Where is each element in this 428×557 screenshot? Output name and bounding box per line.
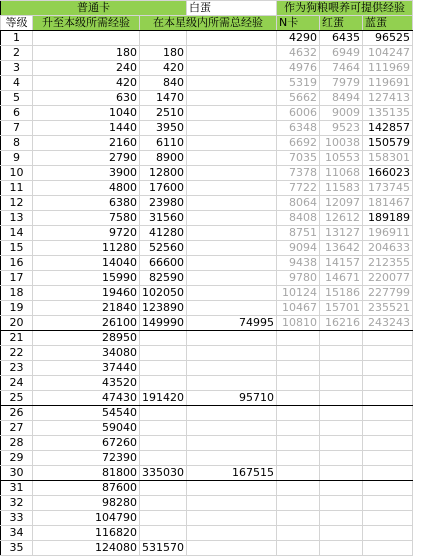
col-upgrade-header[interactable]: 升至本级所需经验: [33, 16, 140, 31]
blue-egg-cell[interactable]: 142857: [363, 121, 413, 136]
total-star-exp-cell[interactable]: 2510: [140, 106, 187, 121]
red-egg-cell[interactable]: 15701: [320, 301, 363, 316]
level-cell[interactable]: 13: [1, 211, 33, 226]
table-row: [1, 196, 413, 211]
level-cell[interactable]: 20: [1, 316, 33, 331]
level-cell[interactable]: 2: [1, 46, 33, 61]
blue-egg-cell[interactable]: 227799: [363, 286, 413, 301]
table-row: [1, 301, 413, 316]
upgrade-exp-cell[interactable]: 59040: [33, 421, 140, 436]
red-egg-cell[interactable]: 12612: [320, 211, 363, 226]
n-card-cell[interactable]: [277, 451, 320, 466]
col-total-star-header[interactable]: 在本星级内所需总经验: [140, 16, 277, 31]
upgrade-exp-cell[interactable]: 180: [33, 46, 140, 61]
upgrade-exp-cell[interactable]: 72390: [33, 451, 140, 466]
upgrade-exp-cell[interactable]: 2160: [33, 136, 140, 151]
level-cell[interactable]: 21: [1, 331, 33, 346]
white-egg-cell[interactable]: [187, 481, 277, 496]
level-cell[interactable]: 34: [1, 526, 33, 541]
red-egg-cell[interactable]: [320, 331, 363, 346]
total-star-exp-cell[interactable]: 531570: [140, 541, 187, 556]
level-cell[interactable]: 7: [1, 121, 33, 136]
red-egg-cell[interactable]: 15186: [320, 286, 363, 301]
upgrade-exp-cell[interactable]: 67260: [33, 436, 140, 451]
white-egg-cell[interactable]: [187, 526, 277, 541]
total-star-exp-cell[interactable]: 41280: [140, 226, 187, 241]
level-cell[interactable]: 5: [1, 91, 33, 106]
total-star-exp-cell[interactable]: 6110: [140, 136, 187, 151]
blue-egg-cell[interactable]: [363, 421, 413, 436]
red-egg-cell[interactable]: 14671: [320, 271, 363, 286]
upgrade-exp-cell[interactable]: 116820: [33, 526, 140, 541]
upgrade-exp-cell[interactable]: 11280: [33, 241, 140, 256]
red-egg-cell[interactable]: 10553: [320, 151, 363, 166]
blue-egg-cell[interactable]: [363, 481, 413, 496]
total-star-exp-cell[interactable]: [140, 481, 187, 496]
n-card-cell[interactable]: 4290: [277, 31, 320, 46]
total-star-exp-cell[interactable]: 420: [140, 61, 187, 76]
blue-egg-cell[interactable]: 127413: [363, 91, 413, 106]
upgrade-exp-cell[interactable]: 124080: [33, 541, 140, 556]
group-card-cell[interactable]: 普通卡: [1, 1, 187, 16]
total-star-exp-cell[interactable]: 52560: [140, 241, 187, 256]
total-star-exp-cell[interactable]: [140, 496, 187, 511]
red-egg-cell[interactable]: 6949: [320, 46, 363, 61]
red-egg-cell[interactable]: 8494: [320, 91, 363, 106]
table-row: [1, 511, 413, 526]
level-cell[interactable]: 9: [1, 151, 33, 166]
n-card-cell[interactable]: 8408: [277, 211, 320, 226]
white-egg-cell[interactable]: [187, 241, 277, 256]
table-row: [1, 226, 413, 241]
level-cell[interactable]: 23: [1, 361, 33, 376]
upgrade-exp-cell[interactable]: [33, 31, 140, 46]
upgrade-exp-cell[interactable]: 28950: [33, 331, 140, 346]
white-egg-cell[interactable]: [187, 451, 277, 466]
red-egg-cell[interactable]: 12097: [320, 196, 363, 211]
n-card-cell[interactable]: 6692: [277, 136, 320, 151]
total-star-exp-cell[interactable]: 66600: [140, 256, 187, 271]
red-egg-cell[interactable]: [320, 496, 363, 511]
total-star-exp-cell[interactable]: 31560: [140, 211, 187, 226]
level-cell[interactable]: 19: [1, 301, 33, 316]
blue-egg-cell[interactable]: 196911: [363, 226, 413, 241]
table-row: [1, 166, 413, 181]
upgrade-exp-cell[interactable]: 15990: [33, 271, 140, 286]
upgrade-exp-cell[interactable]: 19460: [33, 286, 140, 301]
red-egg-cell[interactable]: [320, 451, 363, 466]
blue-egg-cell[interactable]: 181467: [363, 196, 413, 211]
table-row: [1, 121, 413, 136]
n-card-cell[interactable]: 9094: [277, 241, 320, 256]
table-row: [1, 76, 413, 91]
table-row: [1, 391, 413, 406]
total-star-exp-cell[interactable]: [140, 376, 187, 391]
table-row: [1, 91, 413, 106]
level-cell[interactable]: 31: [1, 481, 33, 496]
n-card-cell[interactable]: [277, 541, 320, 556]
upgrade-exp-cell[interactable]: 9720: [33, 226, 140, 241]
upgrade-exp-cell[interactable]: 104790: [33, 511, 140, 526]
total-star-exp-cell[interactable]: 82590: [140, 271, 187, 286]
white-egg-cell[interactable]: [187, 61, 277, 76]
n-card-cell[interactable]: 10810: [277, 316, 320, 331]
upgrade-exp-cell[interactable]: 37440: [33, 361, 140, 376]
white-egg-cell[interactable]: [187, 136, 277, 151]
table-row: [1, 46, 413, 61]
blue-egg-cell[interactable]: [363, 376, 413, 391]
blue-egg-cell[interactable]: [363, 511, 413, 526]
blue-egg-cell[interactable]: 166023: [363, 166, 413, 181]
total-star-exp-cell[interactable]: [140, 436, 187, 451]
total-star-exp-cell[interactable]: 8900: [140, 151, 187, 166]
table-row: [1, 421, 413, 436]
blue-egg-cell[interactable]: 243243: [363, 316, 413, 331]
level-cell[interactable]: 8: [1, 136, 33, 151]
table-row: [1, 466, 413, 481]
col-red-header[interactable]: 红蛋: [320, 16, 363, 31]
upgrade-exp-cell[interactable]: 47430: [33, 391, 140, 406]
n-card-cell[interactable]: [277, 361, 320, 376]
table-row: [1, 151, 413, 166]
blue-egg-cell[interactable]: 158301: [363, 151, 413, 166]
n-card-cell[interactable]: 6348: [277, 121, 320, 136]
red-egg-cell[interactable]: 9009: [320, 106, 363, 121]
blue-egg-cell[interactable]: [363, 406, 413, 421]
table-row: [1, 181, 413, 196]
red-egg-cell[interactable]: [320, 511, 363, 526]
blue-egg-cell[interactable]: 204633: [363, 241, 413, 256]
n-card-cell[interactable]: [277, 436, 320, 451]
table-row: [1, 136, 413, 151]
upgrade-exp-cell[interactable]: 54540: [33, 406, 140, 421]
upgrade-exp-cell[interactable]: 420: [33, 76, 140, 91]
white-egg-cell[interactable]: [187, 376, 277, 391]
red-egg-cell[interactable]: 10038: [320, 136, 363, 151]
total-star-exp-cell[interactable]: 191420: [140, 391, 187, 406]
white-egg-cell[interactable]: [187, 106, 277, 121]
red-egg-cell[interactable]: [320, 376, 363, 391]
white-egg-cell[interactable]: [187, 31, 277, 46]
white-egg-cell[interactable]: 95710: [187, 391, 277, 406]
table-row: [1, 271, 413, 286]
red-egg-cell[interactable]: 6435: [320, 31, 363, 46]
total-star-exp-cell[interactable]: 1470: [140, 91, 187, 106]
blue-egg-cell[interactable]: 104247: [363, 46, 413, 61]
n-card-cell[interactable]: 6006: [277, 106, 320, 121]
col-n-header[interactable]: N卡: [277, 16, 320, 31]
table-row: [1, 376, 413, 391]
n-card-cell[interactable]: [277, 466, 320, 481]
level-cell[interactable]: 30: [1, 466, 33, 481]
n-card-cell[interactable]: 10124: [277, 286, 320, 301]
blue-egg-cell[interactable]: 111969: [363, 61, 413, 76]
level-cell[interactable]: 28: [1, 436, 33, 451]
level-cell[interactable]: 18: [1, 286, 33, 301]
n-card-cell[interactable]: [277, 421, 320, 436]
table-row: [1, 31, 413, 46]
level-cell[interactable]: 11: [1, 181, 33, 196]
level-cell[interactable]: 32: [1, 496, 33, 511]
blue-egg-cell[interactable]: 235521: [363, 301, 413, 316]
red-egg-cell[interactable]: [320, 361, 363, 376]
blue-egg-cell[interactable]: [363, 346, 413, 361]
total-star-exp-cell[interactable]: [140, 421, 187, 436]
table-row: [1, 211, 413, 226]
level-cell[interactable]: 3: [1, 61, 33, 76]
white-egg-cell[interactable]: [187, 346, 277, 361]
upgrade-exp-cell[interactable]: 630: [33, 91, 140, 106]
upgrade-exp-cell[interactable]: 81800: [33, 466, 140, 481]
white-egg-cell[interactable]: [187, 226, 277, 241]
total-star-exp-cell[interactable]: 840: [140, 76, 187, 91]
level-cell[interactable]: 17: [1, 271, 33, 286]
n-card-cell[interactable]: [277, 346, 320, 361]
red-egg-cell[interactable]: 7979: [320, 76, 363, 91]
upgrade-exp-cell[interactable]: 26100: [33, 316, 140, 331]
table-row: [1, 256, 413, 271]
upgrade-exp-cell[interactable]: 14040: [33, 256, 140, 271]
red-egg-cell[interactable]: [320, 436, 363, 451]
total-star-exp-cell[interactable]: [140, 346, 187, 361]
n-card-cell[interactable]: 5319: [277, 76, 320, 91]
red-egg-cell[interactable]: [320, 346, 363, 361]
blue-egg-cell[interactable]: [363, 541, 413, 556]
n-card-cell[interactable]: 7722: [277, 181, 320, 196]
red-egg-cell[interactable]: [320, 481, 363, 496]
n-card-cell[interactable]: 9438: [277, 256, 320, 271]
total-star-exp-cell[interactable]: [140, 31, 187, 46]
table-row: [1, 481, 413, 496]
total-star-exp-cell[interactable]: [140, 511, 187, 526]
upgrade-exp-cell[interactable]: 1040: [33, 106, 140, 121]
white-egg-cell[interactable]: [187, 121, 277, 136]
total-star-exp-cell[interactable]: [140, 526, 187, 541]
level-cell[interactable]: 4: [1, 76, 33, 91]
blue-egg-cell[interactable]: [363, 451, 413, 466]
upgrade-exp-cell[interactable]: 4800: [33, 181, 140, 196]
white-egg-cell[interactable]: [187, 436, 277, 451]
white-egg-cell[interactable]: [187, 301, 277, 316]
white-egg-cell[interactable]: [187, 46, 277, 61]
upgrade-exp-cell[interactable]: 43520: [33, 376, 140, 391]
level-cell[interactable]: 22: [1, 346, 33, 361]
n-card-cell[interactable]: [277, 391, 320, 406]
blue-egg-cell[interactable]: [363, 331, 413, 346]
n-card-cell[interactable]: 4632: [277, 46, 320, 61]
n-card-cell[interactable]: 7378: [277, 166, 320, 181]
level-cell[interactable]: 26: [1, 406, 33, 421]
table-row: [1, 106, 413, 121]
red-egg-cell[interactable]: [320, 421, 363, 436]
white-egg-cell[interactable]: [187, 166, 277, 181]
blue-egg-cell[interactable]: [363, 466, 413, 481]
col-level-header[interactable]: 等级: [1, 16, 33, 31]
white-egg-cell[interactable]: [187, 361, 277, 376]
n-card-cell[interactable]: [277, 406, 320, 421]
level-cell[interactable]: 15: [1, 241, 33, 256]
blue-egg-cell[interactable]: [363, 436, 413, 451]
table-row: [1, 361, 413, 376]
n-card-cell[interactable]: [277, 481, 320, 496]
blue-egg-cell[interactable]: 135135: [363, 106, 413, 121]
group-header-row: [1, 1, 413, 16]
n-card-cell[interactable]: 7035: [277, 151, 320, 166]
blue-egg-cell[interactable]: [363, 496, 413, 511]
red-egg-cell[interactable]: 13127: [320, 226, 363, 241]
n-card-cell[interactable]: 5662: [277, 91, 320, 106]
level-cell[interactable]: 29: [1, 451, 33, 466]
total-star-exp-cell[interactable]: 12800: [140, 166, 187, 181]
blue-egg-cell[interactable]: [363, 526, 413, 541]
table-row: [1, 331, 413, 346]
level-cell[interactable]: 12: [1, 196, 33, 211]
white-egg-cell[interactable]: [187, 406, 277, 421]
white-egg-cell[interactable]: [187, 76, 277, 91]
red-egg-cell[interactable]: 16216: [320, 316, 363, 331]
blue-egg-cell[interactable]: 212355: [363, 256, 413, 271]
blue-egg-cell[interactable]: 96525: [363, 31, 413, 46]
level-cell[interactable]: 10: [1, 166, 33, 181]
blue-egg-cell[interactable]: 150579: [363, 136, 413, 151]
red-egg-cell[interactable]: [320, 526, 363, 541]
level-cell[interactable]: 16: [1, 256, 33, 271]
upgrade-exp-cell[interactable]: 98280: [33, 496, 140, 511]
table-row: [1, 406, 413, 421]
red-egg-cell[interactable]: 11068: [320, 166, 363, 181]
blue-egg-cell[interactable]: 119691: [363, 76, 413, 91]
total-star-exp-cell[interactable]: 23980: [140, 196, 187, 211]
red-egg-cell[interactable]: 9523: [320, 121, 363, 136]
table-row: [1, 346, 413, 361]
white-egg-cell[interactable]: [187, 151, 277, 166]
red-egg-cell[interactable]: [320, 541, 363, 556]
white-egg-cell[interactable]: [187, 331, 277, 346]
upgrade-exp-cell[interactable]: 3900: [33, 166, 140, 181]
total-star-exp-cell[interactable]: [140, 406, 187, 421]
table-row: [1, 451, 413, 466]
column-header-row: [1, 16, 413, 31]
total-star-exp-cell[interactable]: 180: [140, 46, 187, 61]
upgrade-exp-cell[interactable]: 7580: [33, 211, 140, 226]
red-egg-cell[interactable]: 14157: [320, 256, 363, 271]
white-egg-cell[interactable]: [187, 511, 277, 526]
upgrade-exp-cell[interactable]: 34080: [33, 346, 140, 361]
upgrade-exp-cell[interactable]: 1440: [33, 121, 140, 136]
level-cell[interactable]: 25: [1, 391, 33, 406]
level-cell[interactable]: 6: [1, 106, 33, 121]
level-cell[interactable]: 35: [1, 541, 33, 556]
blue-egg-cell[interactable]: [363, 361, 413, 376]
white-egg-cell[interactable]: 167515: [187, 466, 277, 481]
total-star-exp-cell[interactable]: 3950: [140, 121, 187, 136]
table-row: [1, 526, 413, 541]
n-card-cell[interactable]: [277, 496, 320, 511]
white-egg-cell[interactable]: [187, 196, 277, 211]
n-card-cell[interactable]: [277, 331, 320, 346]
total-star-exp-cell[interactable]: 149990: [140, 316, 187, 331]
blue-egg-cell[interactable]: 173745: [363, 181, 413, 196]
white-egg-cell[interactable]: [187, 541, 277, 556]
n-card-cell[interactable]: 8064: [277, 196, 320, 211]
upgrade-exp-cell[interactable]: 2790: [33, 151, 140, 166]
red-egg-cell[interactable]: [320, 406, 363, 421]
upgrade-exp-cell[interactable]: 21840: [33, 301, 140, 316]
table-row: [1, 61, 413, 76]
white-egg-cell[interactable]: [187, 211, 277, 226]
n-card-cell[interactable]: [277, 526, 320, 541]
level-cell[interactable]: 24: [1, 376, 33, 391]
table-row: [1, 496, 413, 511]
level-cell[interactable]: 1: [1, 31, 33, 46]
table-row: [1, 436, 413, 451]
total-star-exp-cell[interactable]: 17600: [140, 181, 187, 196]
blue-egg-cell[interactable]: [363, 391, 413, 406]
table-row: [1, 541, 413, 556]
table-row: [1, 286, 413, 301]
total-star-exp-cell[interactable]: [140, 451, 187, 466]
n-card-cell[interactable]: 4976: [277, 61, 320, 76]
table-row: [1, 241, 413, 256]
red-egg-cell[interactable]: 7464: [320, 61, 363, 76]
n-card-cell[interactable]: 10467: [277, 301, 320, 316]
white-egg-cell[interactable]: [187, 256, 277, 271]
red-egg-cell[interactable]: 13642: [320, 241, 363, 256]
level-cell[interactable]: 27: [1, 421, 33, 436]
total-star-exp-cell[interactable]: 102050: [140, 286, 187, 301]
white-egg-cell[interactable]: [187, 496, 277, 511]
white-egg-cell[interactable]: [187, 271, 277, 286]
n-card-cell[interactable]: 8751: [277, 226, 320, 241]
white-egg-cell[interactable]: [187, 91, 277, 106]
n-card-cell[interactable]: [277, 376, 320, 391]
total-star-exp-cell[interactable]: 335030: [140, 466, 187, 481]
white-egg-cell[interactable]: [187, 286, 277, 301]
upgrade-exp-cell[interactable]: 6380: [33, 196, 140, 211]
upgrade-exp-cell[interactable]: 87600: [33, 481, 140, 496]
blue-egg-cell[interactable]: 220077: [363, 271, 413, 286]
blue-egg-cell[interactable]: 189189: [363, 211, 413, 226]
group-egg-cell[interactable]: 白蛋: [187, 1, 277, 16]
red-egg-cell[interactable]: [320, 466, 363, 481]
red-egg-cell[interactable]: 11583: [320, 181, 363, 196]
upgrade-exp-cell[interactable]: 240: [33, 61, 140, 76]
col-blue-header[interactable]: 蓝蛋: [363, 16, 413, 31]
level-cell[interactable]: 14: [1, 226, 33, 241]
total-star-exp-cell[interactable]: [140, 361, 187, 376]
total-star-exp-cell[interactable]: 123890: [140, 301, 187, 316]
table-row: [1, 316, 413, 331]
red-egg-cell[interactable]: [320, 391, 363, 406]
group-feed-cell[interactable]: 作为狗粮喂养可提供经验: [277, 1, 413, 16]
white-egg-cell[interactable]: [187, 181, 277, 196]
level-cell[interactable]: 33: [1, 511, 33, 526]
total-star-exp-cell[interactable]: [140, 331, 187, 346]
n-card-cell[interactable]: [277, 511, 320, 526]
table-body: [1, 31, 413, 556]
n-card-cell[interactable]: 9780: [277, 271, 320, 286]
white-egg-cell[interactable]: [187, 421, 277, 436]
white-egg-cell[interactable]: 74995: [187, 316, 277, 331]
